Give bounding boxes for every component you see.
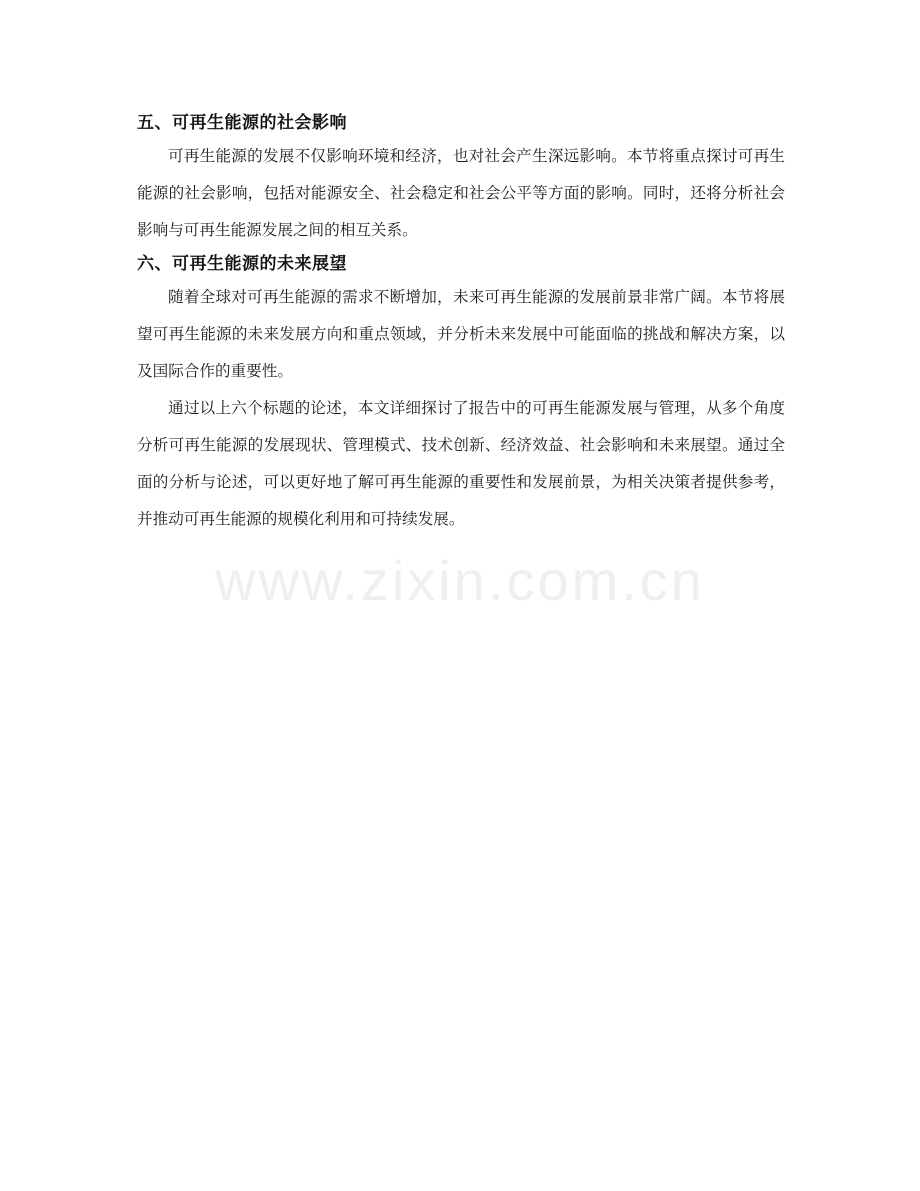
section-paragraph-6: 随着全球对可再生能源的需求不断增加，未来可再生能源的发展前景非常广阔。本节将展望可再生能源的未来发展方向和重点领域，并分析未来发展中可能面临的挑战和解决方案，以及国际合作的重要性。 bbox=[137, 288, 785, 380]
section-paragraph-5: 可再生能源的发展不仅影响环境和经济，也对社会产生深远影响。本节将重点探讨可再生能源的社会影响，包括对能源安全、社会稳定和社会公平等方面的影响。同时，还将分析社会影响与可再生能源发展之间的相互关系。 bbox=[137, 147, 785, 239]
conclusion-paragraph: 通过以上六个标题的论述，本文详细探讨了报告中的可再生能源发展与管理，从多个角度分析可再生能源的发展现状、管理模式、技术创新、经济效益、社会影响和未来展望。通过全面的分析与论述，可以更好地了解可再生能源的重要性和发展前景，为相关决策者提供参考，并推动可再生能源的规模化利用和可持续发展。 bbox=[137, 399, 785, 528]
section-heading-5: 五、可再生能源的社会影响 bbox=[137, 113, 347, 133]
watermark-text: www.zixin.com.cn bbox=[215, 549, 705, 612]
document-body bbox=[137, 108, 785, 538]
section-heading-6: 六、可再生能源的未来展望 bbox=[137, 254, 347, 274]
